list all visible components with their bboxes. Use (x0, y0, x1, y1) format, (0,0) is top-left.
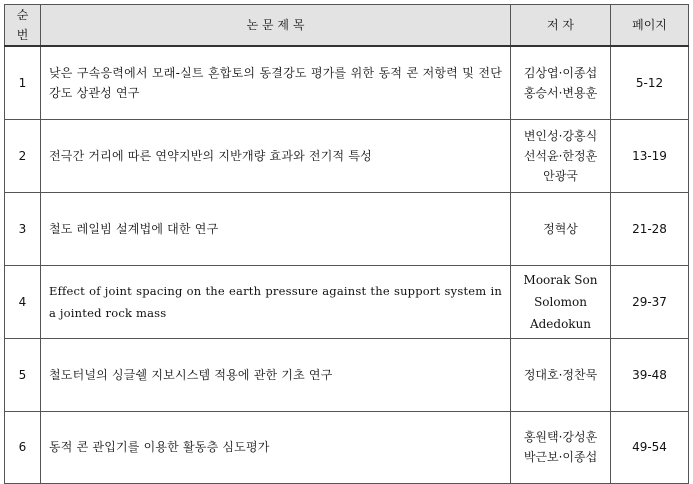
cell-authors (511, 119, 611, 192)
cell-pages: 39-48 (611, 338, 689, 411)
header-authors: 저 자 (511, 5, 611, 47)
cell-no: 4 (5, 265, 41, 338)
cell-title: 철도터널의 싱글쉘 지보시스템 적용에 관한 기초 연구 (41, 338, 511, 411)
author-line: 김상엽·이종섭 (523, 65, 598, 80)
author-line: Solomon (534, 294, 587, 309)
cell-title: 철도 레일빔 설계법에 대한 연구 (41, 192, 511, 265)
table-row (5, 46, 689, 119)
cell-authors (511, 46, 611, 119)
cell-no: 2 (5, 119, 41, 192)
header-title: 논 문 제 목 (41, 5, 511, 47)
cell-pages: 49-54 (611, 411, 689, 483)
table-row (5, 338, 689, 411)
cell-no: 6 (5, 411, 41, 483)
table-row (5, 411, 689, 483)
cell-pages: 13-19 (611, 119, 689, 192)
cell-no: 5 (5, 338, 41, 411)
header-no: 순번 (5, 5, 41, 47)
cell-authors (511, 411, 611, 483)
author-line: 홍승서·변용훈 (523, 85, 598, 100)
contents-table-container (4, 4, 688, 477)
author-line: 정대호·정찬묵 (523, 367, 598, 382)
cell-title: 낮은 구속응력에서 모래-실트 혼합토의 동결강도 평가를 위한 동적 콘 저항력 및 전단강도 상관성 연구 (41, 46, 511, 119)
cell-authors (511, 338, 611, 411)
cell-title: 전극간 거리에 따른 연약지반의 지반개량 효과와 전기적 특성 (41, 119, 511, 192)
cell-no: 1 (5, 46, 41, 119)
table-row (5, 265, 689, 338)
author-line: Adedokun (529, 316, 592, 331)
table-body (5, 46, 689, 483)
table-header (5, 5, 689, 47)
cell-title: Effect of joint spacing on the earth pressure against the support system in a jointed rock mass (41, 265, 511, 338)
author-line: 정혁상 (543, 221, 578, 236)
author-line: 변인성·강홍식 (523, 128, 598, 143)
author-line: 안광국 (543, 168, 578, 183)
cell-pages: 5-12 (611, 46, 689, 119)
cell-authors (511, 265, 611, 338)
header-row (5, 5, 689, 47)
author-line: Moorak Son (523, 272, 598, 287)
cell-no: 3 (5, 192, 41, 265)
table-row (5, 192, 689, 265)
cell-authors (511, 192, 611, 265)
author-line: 홍원택·강성훈 (523, 430, 598, 444)
contents-table (4, 4, 689, 484)
author-line: 박근보·이종섭 (523, 450, 598, 464)
cell-title: 동적 콘 관입기를 이용한 활동층 심도평가 (41, 411, 511, 483)
author-line: 선석윤·한정훈 (523, 148, 598, 163)
table-row (5, 119, 689, 192)
cell-pages: 21-28 (611, 192, 689, 265)
cell-pages: 29-37 (611, 265, 689, 338)
header-pages: 페이지 (611, 5, 689, 47)
